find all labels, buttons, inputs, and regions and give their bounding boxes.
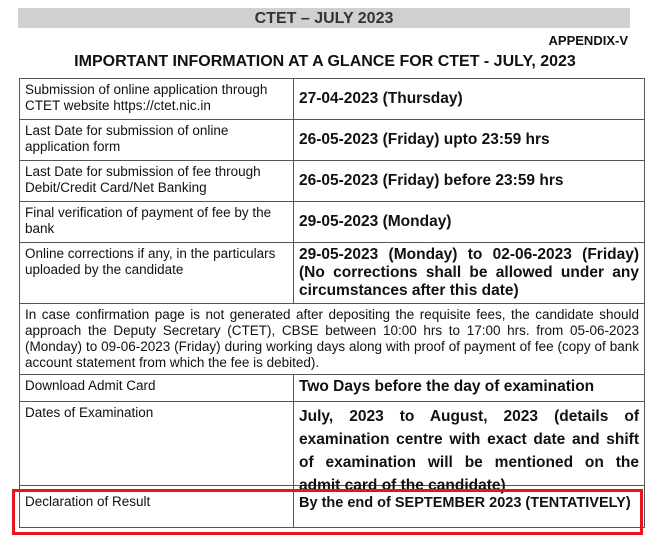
page-title: IMPORTANT INFORMATION AT A GLANCE FOR CTET - JULY, 2023 xyxy=(74,53,576,70)
admit-card-value: Two Days before the day of examination xyxy=(294,375,645,402)
table-row xyxy=(20,161,645,202)
result-value: By the end of SEPTEMBER 2023 (TENTATIVELY) xyxy=(294,486,645,528)
row-value: 26-05-2023 (Friday) upto 23:59 hrs xyxy=(294,120,645,161)
row-label: Last Date for submission of online application form xyxy=(20,120,294,161)
result-highlight-box xyxy=(12,489,643,535)
fee-note: In case confirmation page is not generated after depositing the requisite fees, the candidate should approach the Deputy Secretary (CTET), CBSE between 10:00 hrs to 17:00 hrs. from 05-06-2023 (Monday) to 09-06-2023 (Friday) during working days along with proof of payment of fee (copy of bank account statement from which the fee is debited). xyxy=(20,304,645,375)
table-row xyxy=(20,79,645,120)
table-row xyxy=(20,202,645,243)
table-row xyxy=(20,375,645,402)
note-row xyxy=(20,304,645,375)
document-banner: CTET – JULY 2023 xyxy=(18,8,630,28)
row-value: 29-05-2023 (Monday) xyxy=(294,202,645,243)
appendix-label: APPENDIX-V xyxy=(548,33,628,48)
row-label: Last Date for submission of fee through Debit/Credit Card/Net Banking xyxy=(20,161,294,202)
row-value: 29-05-2023 (Monday) to 02-06-2023 (Friday) (No corrections shall be allowed under any circumstances after this date) xyxy=(294,243,645,304)
row-value: 27-04-2023 (Thursday) xyxy=(294,79,645,120)
row-label: Final verification of payment of fee by the bank xyxy=(20,202,294,243)
table-row xyxy=(20,402,645,486)
row-label: Online corrections if any, in the particulars uploaded by the candidate xyxy=(20,243,294,304)
table-row xyxy=(20,243,645,304)
table-row xyxy=(20,120,645,161)
result-label: Declaration of Result xyxy=(20,486,294,528)
schedule-table xyxy=(19,78,645,528)
admit-card-label: Download Admit Card xyxy=(20,375,294,402)
exam-dates-value: July, 2023 to August, 2023 (details of examination centre with exact date and shift of examination will be mentioned on the admit card of the candidate) xyxy=(299,408,639,494)
exam-dates-cell xyxy=(294,402,645,494)
exam-dates-label: Dates of Examination xyxy=(20,402,294,486)
row-value: 26-05-2023 (Friday) before 23:59 hrs xyxy=(294,161,645,202)
row-label: Submission of online application through CTET website https://ctet.nic.in xyxy=(20,79,294,120)
